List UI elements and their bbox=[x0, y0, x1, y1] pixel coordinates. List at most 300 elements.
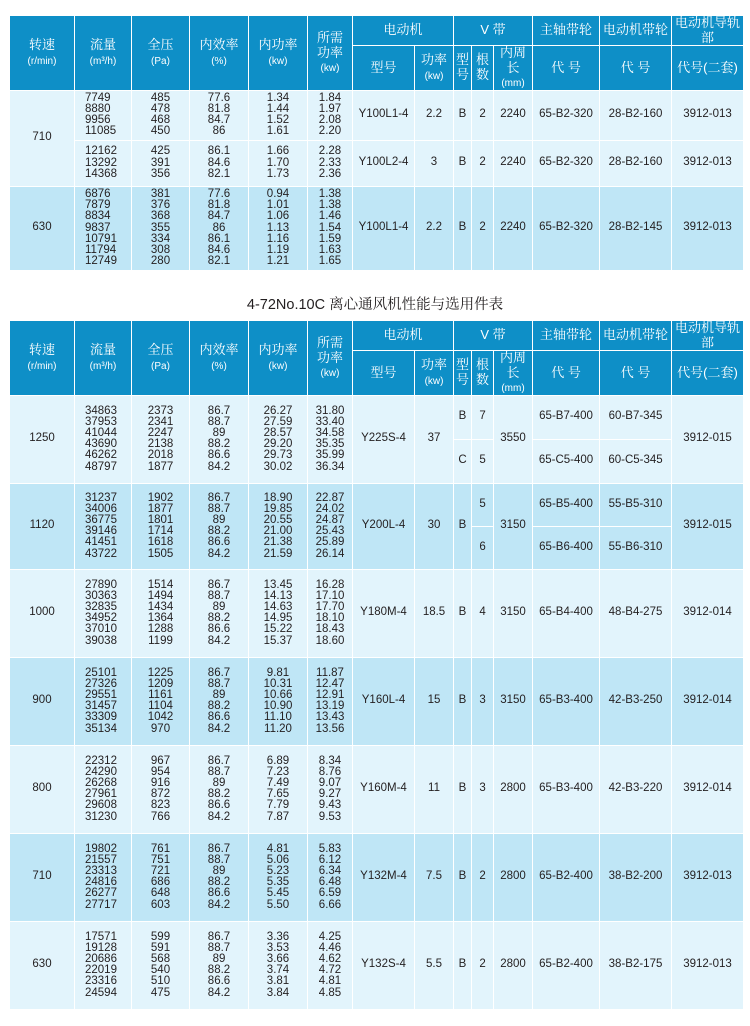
flow-values bbox=[75, 90, 132, 140]
motor-power: 30 bbox=[415, 483, 454, 569]
header-motor: 电动机 bbox=[353, 16, 454, 46]
required-power-value: 4.72 bbox=[318, 964, 342, 977]
flow-value: 34952 bbox=[85, 612, 117, 625]
motor-power: 3 bbox=[415, 140, 454, 186]
header-speed: 转速 (r/min) bbox=[10, 321, 75, 396]
power-values bbox=[249, 483, 308, 569]
pressure-value: 540 bbox=[150, 964, 171, 977]
pressure-value: 970 bbox=[150, 722, 171, 735]
power-value: 5.06 bbox=[266, 853, 290, 866]
pressure-value: 475 bbox=[150, 986, 171, 999]
required-power-values bbox=[308, 833, 353, 921]
fan-table-2 bbox=[9, 320, 744, 1010]
belt-count: 2 bbox=[472, 186, 494, 270]
power-values bbox=[249, 657, 308, 745]
power-value: 3.81 bbox=[266, 975, 290, 988]
table-row bbox=[10, 483, 744, 526]
belt-count: 2 bbox=[472, 921, 494, 1009]
belt-length: 3150 bbox=[494, 569, 533, 657]
power-value: 1.70 bbox=[266, 156, 290, 169]
efficiency-value: 89 bbox=[212, 865, 226, 878]
flow-value: 13292 bbox=[85, 156, 117, 169]
speed-cell: 800 bbox=[10, 745, 75, 833]
belt-length: 2800 bbox=[494, 745, 533, 833]
header-flow: 流量 (m³/h) bbox=[75, 16, 132, 91]
required-power-value: 4.81 bbox=[318, 975, 342, 988]
spindle-pulley-code: 65-B7-400 bbox=[533, 395, 600, 439]
power-values bbox=[249, 745, 308, 833]
flow-value: 22312 bbox=[85, 754, 117, 767]
flow-value: 29608 bbox=[85, 799, 117, 812]
efficiency-value: 81.8 bbox=[207, 103, 231, 116]
flow-value: 26268 bbox=[85, 777, 117, 790]
belt-count: 5 bbox=[472, 483, 494, 526]
flow-value: 22019 bbox=[85, 964, 117, 977]
flow-values bbox=[75, 657, 132, 745]
motor-pulley-code: 60-C5-345 bbox=[600, 439, 672, 483]
power-value: 14.63 bbox=[263, 601, 293, 614]
motor-model: Y180M-4 bbox=[353, 569, 415, 657]
table-row bbox=[10, 833, 744, 921]
spindle-pulley-code: 65-B2-400 bbox=[533, 833, 600, 921]
pressure-values bbox=[132, 140, 190, 186]
table-row bbox=[10, 745, 744, 833]
belt-type: B bbox=[454, 186, 472, 270]
pressure-value: 381 bbox=[150, 188, 171, 201]
efficiency-values bbox=[190, 833, 249, 921]
required-power-value: 6.66 bbox=[318, 898, 342, 911]
efficiency-value: 88.2 bbox=[207, 438, 231, 451]
efficiency-value: 88.2 bbox=[207, 525, 231, 538]
motor-rail-code: 3912-014 bbox=[672, 657, 744, 745]
efficiency-value: 84.2 bbox=[207, 722, 231, 735]
power-value: 30.02 bbox=[263, 460, 293, 473]
motor-power: 15 bbox=[415, 657, 454, 745]
flow-value: 31457 bbox=[85, 700, 117, 713]
required-power-value: 1.38 bbox=[318, 199, 342, 212]
motor-model: Y225S-4 bbox=[353, 395, 415, 483]
efficiency-value: 89 bbox=[212, 427, 226, 440]
flow-values bbox=[75, 833, 132, 921]
flow-value: 9837 bbox=[85, 221, 111, 234]
header-motor-model: 型号 bbox=[353, 351, 415, 396]
motor-rail-code: 3912-014 bbox=[672, 745, 744, 833]
required-power-values bbox=[308, 140, 353, 186]
power-value: 1.06 bbox=[266, 210, 290, 223]
required-power-value: 8.34 bbox=[318, 754, 342, 767]
flow-value: 48797 bbox=[85, 460, 117, 473]
power-values bbox=[249, 569, 308, 657]
flow-value: 34863 bbox=[85, 404, 117, 417]
required-power-value: 12.47 bbox=[315, 677, 345, 690]
required-power-value: 16.28 bbox=[315, 578, 345, 591]
power-values bbox=[249, 140, 308, 186]
efficiency-value: 84.2 bbox=[207, 634, 231, 647]
efficiency-value: 88.2 bbox=[207, 788, 231, 801]
required-power-values bbox=[308, 395, 353, 483]
required-power-value: 18.43 bbox=[315, 623, 345, 636]
belt-type: C bbox=[454, 439, 472, 483]
speed-cell: 1250 bbox=[10, 395, 75, 483]
efficiency-value: 86.6 bbox=[207, 623, 231, 636]
efficiency-value: 86.7 bbox=[207, 930, 231, 943]
motor-rail-code: 3912-013 bbox=[672, 90, 744, 140]
power-value: 7.87 bbox=[266, 810, 290, 823]
flow-value: 39146 bbox=[85, 525, 117, 538]
efficiency-value: 88.2 bbox=[207, 612, 231, 625]
pressure-value: 967 bbox=[150, 754, 171, 767]
efficiency-value: 84.6 bbox=[207, 156, 231, 169]
efficiency-values bbox=[190, 657, 249, 745]
flow-value: 12162 bbox=[85, 145, 117, 158]
required-power-value: 17.10 bbox=[315, 589, 345, 602]
efficiency-value: 86 bbox=[212, 221, 226, 234]
efficiency-value: 86.6 bbox=[207, 887, 231, 900]
motor-pulley-code: 28-B2-145 bbox=[600, 186, 672, 270]
required-power-value: 1.54 bbox=[318, 221, 342, 234]
flow-value: 33309 bbox=[85, 711, 117, 724]
belt-count: 6 bbox=[472, 526, 494, 569]
pressure-value: 1104 bbox=[148, 700, 173, 713]
header-power: 内功率 (kw) bbox=[249, 16, 308, 91]
header-motor-rail-code: 代号(二套) bbox=[672, 46, 744, 91]
motor-model: Y100L1-4 bbox=[353, 186, 415, 270]
required-power-value: 26.14 bbox=[315, 547, 345, 560]
power-value: 5.35 bbox=[266, 876, 290, 889]
efficiency-value: 86.1 bbox=[207, 232, 231, 245]
flow-value: 19802 bbox=[85, 842, 117, 855]
fan-table-1 bbox=[9, 15, 744, 271]
pressure-value: 280 bbox=[150, 255, 171, 268]
efficiency-values bbox=[190, 483, 249, 569]
pressure-value: 1877 bbox=[147, 502, 174, 515]
header-spindle-code: 代 号 bbox=[533, 46, 600, 91]
power-values bbox=[249, 833, 308, 921]
flow-value: 9956 bbox=[85, 114, 111, 127]
efficiency-value: 84.2 bbox=[207, 460, 231, 473]
required-power-value: 2.20 bbox=[318, 125, 342, 138]
power-value: 10.66 bbox=[263, 689, 293, 702]
efficiency-value: 89 bbox=[212, 601, 226, 614]
pressure-value: 954 bbox=[150, 765, 171, 778]
flow-value: 20686 bbox=[85, 953, 117, 966]
required-power-value: 4.85 bbox=[318, 986, 342, 999]
flow-value: 25101 bbox=[85, 666, 117, 679]
header-spindle-pulley: 主轴带轮 bbox=[533, 16, 600, 46]
header-vbelt: V 带 bbox=[454, 16, 533, 46]
speed-cell: 1120 bbox=[10, 483, 75, 569]
flow-value: 6876 bbox=[85, 188, 111, 201]
pressure-value: 1618 bbox=[147, 536, 174, 549]
flow-values bbox=[75, 569, 132, 657]
pressure-values bbox=[132, 395, 190, 483]
required-power-values bbox=[308, 90, 353, 140]
motor-pulley-code: 42-B3-220 bbox=[600, 745, 672, 833]
efficiency-value: 86.7 bbox=[207, 491, 231, 504]
flow-values bbox=[75, 395, 132, 483]
efficiency-value: 86.6 bbox=[207, 536, 231, 549]
efficiency-value: 88.7 bbox=[207, 589, 231, 602]
power-value: 15.22 bbox=[263, 623, 293, 636]
required-power-value: 1.97 bbox=[318, 103, 342, 116]
power-value: 21.38 bbox=[263, 536, 293, 549]
power-value: 21.59 bbox=[263, 547, 293, 560]
power-value: 20.55 bbox=[263, 514, 293, 527]
efficiency-value: 84.6 bbox=[207, 244, 231, 257]
required-power-value: 35.35 bbox=[315, 438, 345, 451]
header-motor-rail: 电动机导轨部 bbox=[672, 16, 744, 46]
flow-value: 37953 bbox=[85, 415, 117, 428]
required-power-value: 9.27 bbox=[318, 788, 342, 801]
power-value: 11.10 bbox=[264, 711, 292, 724]
required-power-value: 35.99 bbox=[315, 449, 345, 462]
efficiency-value: 84.2 bbox=[207, 810, 231, 823]
belt-length: 2800 bbox=[494, 833, 533, 921]
pressure-value: 485 bbox=[150, 91, 171, 104]
pressure-values bbox=[132, 483, 190, 569]
pressure-value: 872 bbox=[150, 788, 171, 801]
efficiency-value: 82.1 bbox=[207, 255, 231, 268]
pressure-value: 568 bbox=[150, 953, 171, 966]
pressure-value: 2138 bbox=[147, 438, 174, 451]
efficiency-values bbox=[190, 569, 249, 657]
motor-pulley-code: 60-B7-345 bbox=[600, 395, 672, 439]
required-power-value: 13.19 bbox=[315, 700, 345, 713]
speed-cell: 630 bbox=[10, 186, 75, 270]
flow-value: 11794 bbox=[85, 244, 117, 257]
power-value: 5.23 bbox=[266, 865, 290, 878]
header-belt-length: 内周长 (mm) bbox=[494, 46, 533, 91]
spindle-pulley-code: 65-B3-400 bbox=[533, 657, 600, 745]
flow-value: 27326 bbox=[85, 677, 117, 690]
flow-value: 41044 bbox=[85, 427, 117, 440]
pressure-value: 355 bbox=[150, 221, 171, 234]
required-power-value: 6.48 bbox=[318, 876, 342, 889]
required-power-value: 34.58 bbox=[315, 427, 345, 440]
efficiency-values bbox=[190, 140, 249, 186]
required-power-value: 1.59 bbox=[318, 232, 342, 245]
efficiency-value: 88.7 bbox=[207, 677, 231, 690]
power-value: 1.16 bbox=[266, 232, 290, 245]
motor-model: Y132S-4 bbox=[353, 921, 415, 1009]
efficiency-value: 89 bbox=[212, 514, 226, 527]
pressure-value: 425 bbox=[150, 145, 171, 158]
required-power-value: 2.28 bbox=[318, 145, 342, 158]
motor-pulley-code: 28-B2-160 bbox=[600, 140, 672, 186]
pressure-values bbox=[132, 657, 190, 745]
spindle-pulley-code: 65-B2-400 bbox=[533, 921, 600, 1009]
power-value: 28.57 bbox=[263, 427, 293, 440]
pressure-value: 686 bbox=[150, 876, 171, 889]
required-power-value: 2.08 bbox=[318, 114, 342, 127]
flow-value: 14368 bbox=[85, 167, 117, 180]
flow-value: 29551 bbox=[85, 689, 117, 702]
pressure-values bbox=[132, 90, 190, 140]
spindle-pulley-code: 65-B4-400 bbox=[533, 569, 600, 657]
power-value: 1.13 bbox=[266, 221, 290, 234]
power-value: 1.01 bbox=[266, 199, 290, 212]
belt-type: B bbox=[454, 483, 472, 569]
belt-count: 4 bbox=[472, 569, 494, 657]
power-value: 14.13 bbox=[263, 589, 293, 602]
required-power-value: 36.34 bbox=[315, 460, 345, 473]
header-motor-model: 型号 bbox=[353, 46, 415, 91]
motor-model: Y160M-4 bbox=[353, 745, 415, 833]
flow-value: 32835 bbox=[85, 601, 117, 614]
motor-rail-code: 3912-013 bbox=[672, 186, 744, 270]
power-value: 3.84 bbox=[266, 986, 290, 999]
power-value: 11.20 bbox=[264, 722, 292, 735]
pressure-value: 766 bbox=[150, 810, 171, 823]
power-value: 3.66 bbox=[266, 953, 290, 966]
motor-rail-code: 3912-013 bbox=[672, 140, 744, 186]
belt-length: 2240 bbox=[494, 140, 533, 186]
flow-value: 31237 bbox=[85, 491, 117, 504]
header-motor-pulley: 电动机带轮 bbox=[600, 16, 672, 46]
flow-value: 27890 bbox=[85, 578, 117, 591]
power-value: 3.74 bbox=[266, 964, 290, 977]
pressure-value: 1505 bbox=[147, 547, 174, 560]
efficiency-value: 86.6 bbox=[207, 711, 231, 724]
required-power-value: 1.63 bbox=[318, 244, 342, 257]
belt-type: B bbox=[454, 921, 472, 1009]
required-power-values bbox=[308, 186, 353, 270]
required-power-value: 8.76 bbox=[318, 765, 342, 778]
header-spindle-code: 代 号 bbox=[533, 351, 600, 396]
motor-power: 5.5 bbox=[415, 921, 454, 1009]
required-power-value: 6.34 bbox=[318, 865, 342, 878]
motor-rail-code: 3912-013 bbox=[672, 921, 744, 1009]
motor-power: 2.2 bbox=[415, 186, 454, 270]
header-efficiency: 内效率 (%) bbox=[190, 321, 249, 396]
pressure-value: 356 bbox=[150, 167, 171, 180]
motor-rail-code: 3912-013 bbox=[672, 833, 744, 921]
flow-value: 31230 bbox=[85, 810, 117, 823]
header-flow: 流量 (m³/h) bbox=[75, 321, 132, 396]
power-value: 1.19 bbox=[266, 244, 290, 257]
belt-count: 2 bbox=[472, 140, 494, 186]
flow-value: 35134 bbox=[85, 722, 117, 735]
speed-cell: 710 bbox=[10, 833, 75, 921]
efficiency-values bbox=[190, 921, 249, 1009]
flow-value: 46262 bbox=[85, 449, 117, 462]
power-value: 6.89 bbox=[266, 754, 290, 767]
header-motor-pulley: 电动机带轮 bbox=[600, 321, 672, 351]
pressure-value: 1877 bbox=[147, 460, 174, 473]
pressure-value: 1288 bbox=[147, 623, 174, 636]
flow-value: 37010 bbox=[85, 623, 117, 636]
pressure-value: 751 bbox=[150, 853, 171, 866]
flow-value: 8880 bbox=[85, 103, 111, 116]
power-value: 21.00 bbox=[263, 525, 293, 538]
header-motor-rail: 电动机导轨部 bbox=[672, 321, 744, 351]
efficiency-value: 77.6 bbox=[207, 188, 231, 201]
pressure-value: 1514 bbox=[147, 578, 174, 591]
pressure-value: 376 bbox=[150, 199, 171, 212]
required-power-value: 13.56 bbox=[315, 722, 345, 735]
pressure-value: 2341 bbox=[147, 415, 174, 428]
motor-model: Y132M-4 bbox=[353, 833, 415, 921]
spindle-pulley-code: 65-C5-400 bbox=[533, 439, 600, 483]
pressure-value: 591 bbox=[150, 941, 171, 954]
motor-model: Y160L-4 bbox=[353, 657, 415, 745]
speed-cell: 1000 bbox=[10, 569, 75, 657]
efficiency-value: 86.6 bbox=[207, 449, 231, 462]
header-belt-type: 型 号 bbox=[454, 351, 472, 396]
efficiency-value: 86.6 bbox=[207, 975, 231, 988]
motor-power: 7.5 bbox=[415, 833, 454, 921]
power-value: 3.53 bbox=[266, 941, 290, 954]
power-values bbox=[249, 921, 308, 1009]
power-value: 1.73 bbox=[266, 167, 290, 180]
spindle-pulley-code: 65-B6-400 bbox=[533, 526, 600, 569]
header-pressure: 全压 (Pa) bbox=[132, 16, 190, 91]
required-power-value: 1.65 bbox=[318, 255, 342, 268]
power-value: 18.90 bbox=[263, 491, 293, 504]
required-power-value: 1.84 bbox=[318, 91, 342, 104]
flow-value: 17571 bbox=[85, 930, 117, 943]
pressure-value: 603 bbox=[150, 898, 171, 911]
efficiency-value: 86.6 bbox=[207, 799, 231, 812]
flow-value: 41451 bbox=[85, 536, 117, 549]
motor-pulley-code: 48-B4-275 bbox=[600, 569, 672, 657]
flow-value: 26277 bbox=[85, 887, 117, 900]
belt-count: 2 bbox=[472, 90, 494, 140]
required-power-value: 24.02 bbox=[315, 502, 345, 515]
pressure-value: 1434 bbox=[147, 601, 174, 614]
power-value: 14.95 bbox=[263, 612, 293, 625]
belt-type: B bbox=[454, 90, 472, 140]
efficiency-value: 86.1 bbox=[207, 145, 231, 158]
required-power-value: 9.07 bbox=[318, 777, 342, 790]
power-values bbox=[249, 90, 308, 140]
header-pressure: 全压 (Pa) bbox=[132, 321, 190, 396]
flow-value: 12749 bbox=[85, 255, 117, 268]
efficiency-value: 86 bbox=[212, 125, 226, 138]
flow-value: 30363 bbox=[85, 589, 117, 602]
required-power-value: 31.80 bbox=[315, 404, 345, 417]
header-motor-power: 功率 (kw) bbox=[415, 351, 454, 396]
required-power-value: 5.83 bbox=[318, 842, 342, 855]
flow-value: 36775 bbox=[85, 514, 117, 527]
pressure-value: 391 bbox=[150, 156, 171, 169]
flow-value: 11085 bbox=[85, 125, 117, 138]
header-spindle-pulley: 主轴带轮 bbox=[533, 321, 600, 351]
pressure-value: 1801 bbox=[147, 514, 174, 527]
required-power-value: 1.46 bbox=[318, 210, 342, 223]
pressure-value: 1209 bbox=[147, 677, 174, 690]
belt-count: 5 bbox=[472, 439, 494, 483]
power-value: 29.73 bbox=[263, 449, 293, 462]
pressure-value: 2373 bbox=[147, 404, 174, 417]
power-value: 1.34 bbox=[266, 91, 290, 104]
flow-value: 7749 bbox=[85, 91, 111, 104]
header-motor-pulley-code: 代 号 bbox=[600, 351, 672, 396]
header-belt-count: 根 数 bbox=[472, 46, 494, 91]
efficiency-value: 88.7 bbox=[207, 765, 231, 778]
efficiency-value: 84.2 bbox=[207, 547, 231, 560]
required-power-value: 33.40 bbox=[315, 415, 345, 428]
power-value: 7.23 bbox=[266, 765, 290, 778]
motor-power: 18.5 bbox=[415, 569, 454, 657]
efficiency-value: 88.7 bbox=[207, 853, 231, 866]
efficiency-value: 84.2 bbox=[207, 898, 231, 911]
required-power-value: 25.43 bbox=[315, 525, 345, 538]
table-row bbox=[10, 140, 744, 186]
power-value: 1.52 bbox=[266, 114, 290, 127]
power-value: 5.45 bbox=[266, 887, 290, 900]
required-power-value: 18.60 bbox=[315, 634, 345, 647]
